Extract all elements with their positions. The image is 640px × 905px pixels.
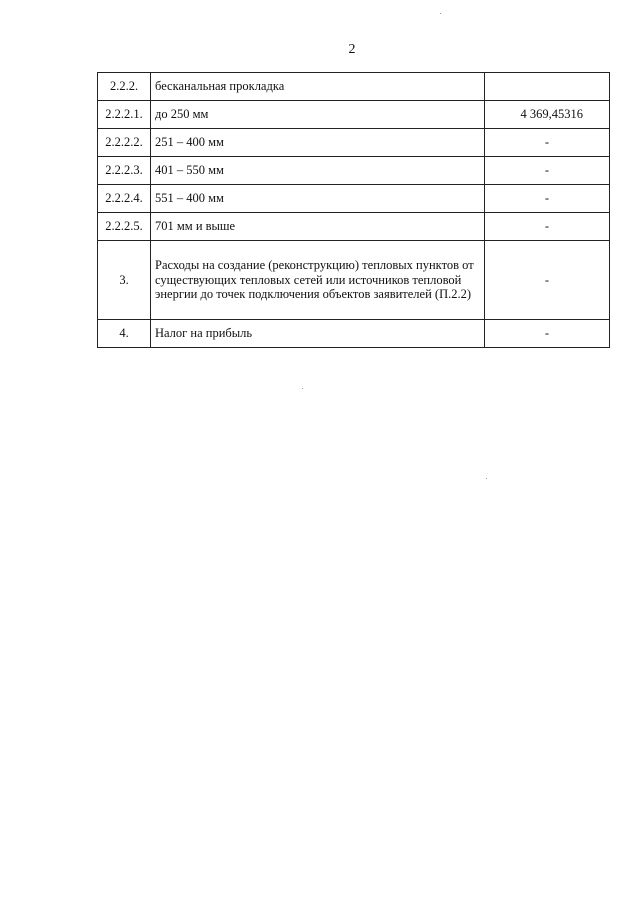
- table-row: [98, 185, 610, 213]
- row-value: -: [485, 185, 610, 213]
- row-value: -: [485, 320, 610, 348]
- row-description: Расходы на создание (реконструкцию) тепловых пунктов от существующих тепловых сетей или источников тепловой энергии до точек подключения объектов заявителей (П.2.2): [151, 241, 485, 320]
- table-row: [98, 157, 610, 185]
- row-number: 3.: [98, 241, 151, 320]
- row-description: до 250 мм: [151, 101, 485, 129]
- row-value: -: [485, 241, 610, 320]
- row-number: 2.2.2.: [98, 73, 151, 101]
- row-description: бесканальная прокладка: [151, 73, 485, 101]
- table-row: [98, 73, 610, 101]
- table-row: [98, 101, 610, 129]
- table-row: [98, 213, 610, 241]
- page-number: 2: [348, 42, 356, 57]
- row-number: 2.2.2.2.: [98, 129, 151, 157]
- scan-speck: [440, 13, 441, 14]
- row-number: 2.2.2.1.: [98, 101, 151, 129]
- table-row: [98, 241, 610, 320]
- row-description: 251 – 400 мм: [151, 129, 485, 157]
- row-number: 2.2.2.5.: [98, 213, 151, 241]
- row-description: 551 – 400 мм: [151, 185, 485, 213]
- table-row: [98, 129, 610, 157]
- row-description: 701 мм и выше: [151, 213, 485, 241]
- row-value: -: [485, 213, 610, 241]
- row-description: Налог на прибыль: [151, 320, 485, 348]
- row-description: 401 – 550 мм: [151, 157, 485, 185]
- row-number: 2.2.2.4.: [98, 185, 151, 213]
- row-value: -: [485, 157, 610, 185]
- table-row: [98, 320, 610, 348]
- row-number: 4.: [98, 320, 151, 348]
- row-value: [485, 73, 610, 101]
- row-value: -: [485, 129, 610, 157]
- scan-speck: [486, 478, 487, 479]
- scan-speck: [302, 388, 303, 389]
- row-number: 2.2.2.3.: [98, 157, 151, 185]
- row-value: 4 369,45316: [485, 101, 610, 129]
- cost-table: [97, 72, 610, 348]
